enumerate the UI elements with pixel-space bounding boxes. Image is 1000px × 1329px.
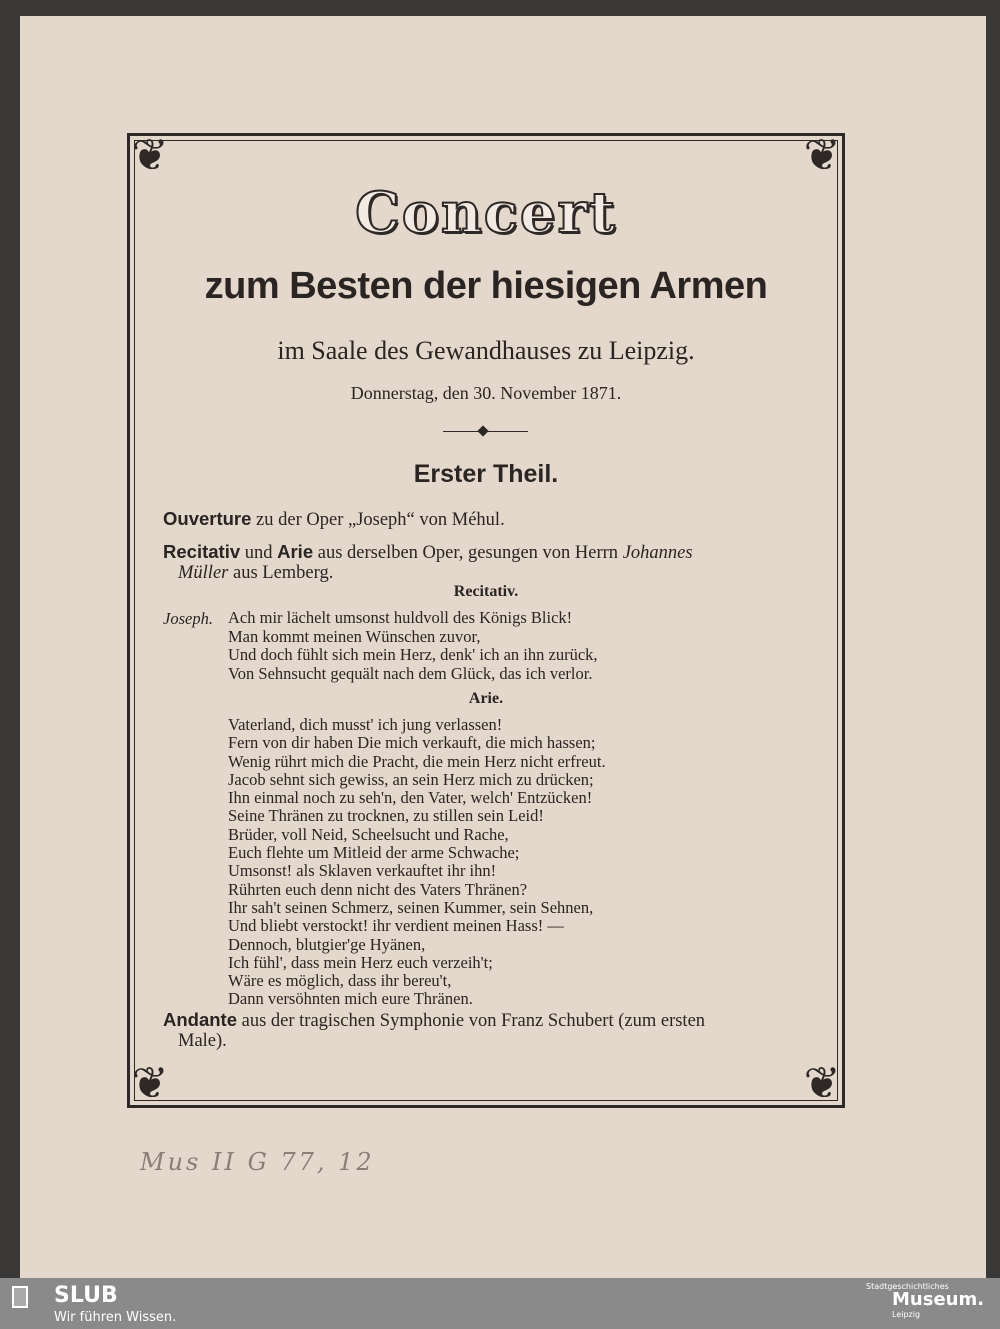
- slub-logo[interactable]: SLUB: [54, 1283, 118, 1308]
- slub-slogan: Wir führen Wissen.: [54, 1310, 177, 1325]
- divider-ornament: [443, 431, 528, 432]
- program-item-recitativ: Recitativ und Arie aus derselben Oper, gesungen von Herrn Johannes: [163, 541, 693, 563]
- concert-subtitle: zum Besten der hiesigen Armen: [204, 265, 768, 307]
- verse-line: Und bliebt verstockt! ihr verdient meinen Hass! —: [228, 916, 564, 936]
- arie-text: [228, 716, 606, 1009]
- corner-ornament-icon: ❦: [131, 130, 169, 181]
- verse-line: Ich fühl', dass mein Herz euch verzeih't;: [228, 952, 493, 972]
- recitativ-heading: Recitativ.: [453, 583, 519, 600]
- verse-line: Dann versöhnten mich eure Thränen.: [228, 989, 473, 1009]
- concert-title: Concert: [355, 180, 617, 246]
- verse-line: Euch flehte um Mitleid der arme Schwache;: [228, 843, 520, 863]
- corner-ornament-icon: ❦: [131, 1058, 169, 1109]
- speaker: Joseph.: [163, 609, 213, 628]
- corner-ornament-icon: ❦: [803, 1058, 841, 1109]
- verse-line: Ihr sah't seinen Schmerz, seinen Kummer, sein Sehnen,: [228, 897, 594, 917]
- verse-line: Man kommt meinen Wünschen zuvor,: [228, 626, 481, 646]
- program-item-andante: Andante aus der tragischen Symphonie von Franz Schubert (zum ersten: [163, 1009, 706, 1031]
- verse-line: Ach mir lächelt umsonst huldvoll des Königs Blick!: [228, 608, 573, 627]
- verse-line: Vaterland, dich musst' ich jung verlassen!: [228, 715, 503, 734]
- slub-logo-icon: [12, 1286, 28, 1308]
- verse-line: Von Sehnsucht gequält nach dem Glück, das ich verlor.: [228, 663, 593, 683]
- museum-logo[interactable]: Museum.: [892, 1289, 985, 1310]
- verse-line: Seine Thränen zu trocknen, zu stillen sein Leid!: [228, 806, 544, 826]
- verse-line: Dennoch, blutgier'ge Hyänen,: [228, 934, 426, 954]
- museum-city: Leipzig: [892, 1310, 921, 1319]
- verse-line: Und doch fühlt sich mein Herz, denk' ich an ihn zurück,: [228, 645, 598, 664]
- verse-line: Wenig rührt mich die Pracht, die mein Herz nicht erfreut.: [228, 751, 606, 771]
- verse-line: Ihn einmal noch zu seh'n, den Vater, welch' Entzücken!: [228, 788, 593, 808]
- verse-line: Umsonst! als Sklaven verkauftet ihr ihn!: [228, 861, 497, 881]
- verse-line: Wäre es möglich, dass ihr bereu't,: [228, 971, 452, 991]
- verse-line: Jacob sehnt sich gewiss, an sein Herz mich zu drücken;: [228, 769, 594, 789]
- arie-heading: Arie.: [468, 690, 504, 707]
- verse-line: Fern von dir haben Die mich verkauft, die mich hassen;: [228, 733, 596, 753]
- corner-ornament-icon: ❦: [803, 130, 841, 181]
- program-item-andante-cont: Male).: [178, 1031, 227, 1051]
- museum-label: Stadtgeschichtliches: [866, 1282, 949, 1291]
- program-item-ouverture: Ouverture zu der Oper „Joseph“ von Méhul.: [163, 508, 505, 530]
- item-title: Ouverture: [163, 508, 252, 529]
- handwritten-shelfmark: Mus II G 77, 12: [140, 1148, 375, 1176]
- venue: im Saale des Gewandhauses zu Leipzig.: [277, 336, 695, 365]
- recitativ-text: [228, 609, 598, 683]
- date: Donnerstag, den 30. November 1871.: [350, 383, 622, 403]
- program-item-recitativ-cont: Müller aus Lemberg.: [178, 563, 334, 583]
- verse-line: Brüder, voll Neid, Scheelsucht und Rache,: [228, 824, 509, 844]
- verse-line: Rührten euch denn nicht des Vaters Thränen?: [228, 879, 528, 899]
- footer-bar: [0, 1278, 1000, 1329]
- part-heading: Erster Theil.: [413, 460, 559, 488]
